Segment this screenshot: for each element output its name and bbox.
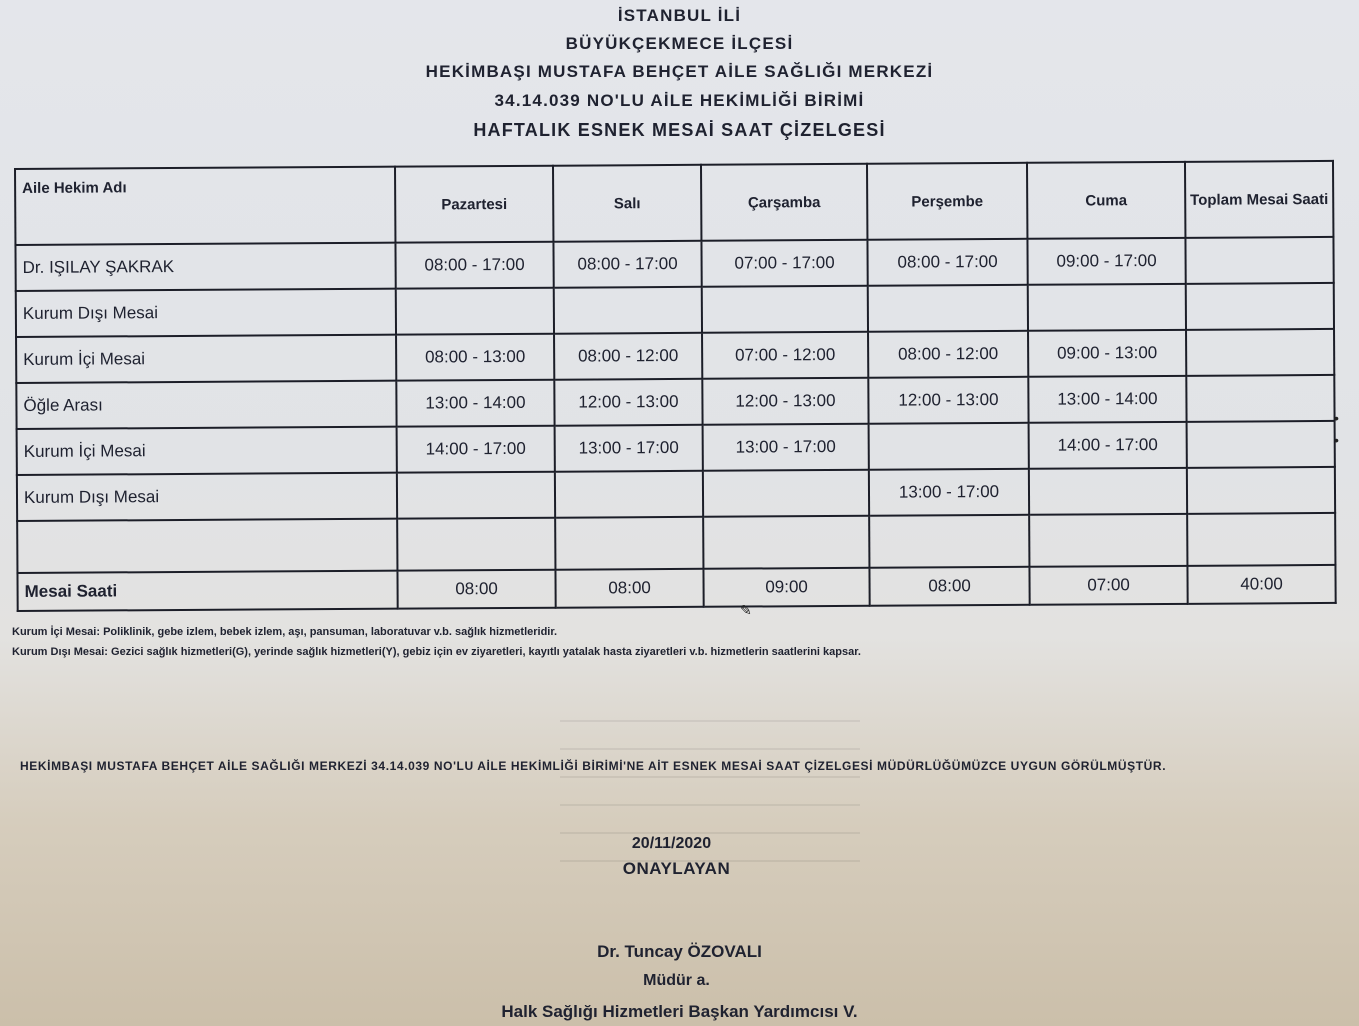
column-header-total-hours: Toplam Mesai Saati	[1185, 161, 1333, 238]
table-cell	[1186, 329, 1334, 376]
approver-label: ONAYLAYAN	[622, 859, 731, 878]
table-cell	[1028, 284, 1186, 331]
column-header-doctor: Aile Hekim Adı	[15, 167, 395, 245]
column-header-friday: Cuma	[1027, 162, 1185, 239]
column-header-tuesday: Salı	[553, 165, 701, 242]
total-cell: 07:00	[1029, 566, 1187, 605]
row-label: Kurum Dışı Mesai	[16, 289, 396, 337]
table-row	[16, 375, 1334, 429]
heading-health-center: HEKİMBAŞI MUSTAFA BEHÇET AİLE SAĞLIĞI MERKEZİ	[425, 62, 934, 81]
row-label: Öğle Arası	[16, 381, 396, 429]
table-row	[16, 283, 1334, 337]
total-row	[17, 565, 1335, 611]
table-cell	[868, 285, 1028, 332]
table-cell	[1029, 468, 1187, 515]
table-cell	[554, 287, 702, 334]
note-external-work: Kurum Dışı Mesai: Gezici sağlık hizmetleri(G), yerinde sağlık hizmetleri(Y), gebiz için ev ziyaretleri, kayıtlı yatalak hasta ziyaretleri v.b. hizmetlerin saatlerini kapsar.	[12, 646, 861, 658]
total-cell: 40:00	[1187, 565, 1335, 604]
table-cell: 13:00 - 17:00	[555, 425, 703, 472]
table-cell: 14:00 - 17:00	[397, 426, 555, 473]
table-row	[17, 513, 1335, 573]
note-internal-work: Kurum İçi Mesai: Poliklinik, gebe izlem, bebek izlem, aşı, pansuman, laboratuvar v.b. sağlık hizmetleridir.	[12, 626, 558, 638]
total-cell: 08:00	[397, 570, 555, 609]
table-cell	[1186, 283, 1334, 330]
table-cell	[703, 470, 869, 517]
table-row	[17, 467, 1335, 521]
table-cell: 08:00 - 17:00	[553, 241, 701, 288]
total-cell: 09:00	[703, 568, 869, 607]
approver-position: Halk Sağlığı Hizmetleri Başkan Yardımcısı V.	[501, 1002, 858, 1021]
table-cell: 12:00 - 13:00	[702, 378, 868, 425]
table-row	[16, 329, 1334, 383]
pen-mark: ✎	[740, 602, 752, 618]
table-row	[15, 237, 1333, 291]
schedule-table	[14, 160, 1337, 612]
row-label: Kurum Dışı Mesai	[17, 473, 397, 521]
table-cell: 08:00 - 12:00	[868, 331, 1028, 378]
table-cell: 08:00 - 12:00	[554, 333, 702, 380]
table-cell	[1029, 514, 1187, 567]
approval-date: 20/11/2020	[631, 835, 712, 852]
table-cell: 12:00 - 13:00	[868, 377, 1028, 424]
table-cell	[555, 517, 703, 570]
table-cell	[397, 518, 555, 571]
table-cell: 08:00 - 17:00	[395, 242, 553, 289]
table-cell: 07:00 - 12:00	[702, 332, 868, 379]
table-cell	[1187, 513, 1335, 566]
row-label: Kurum İçi Mesai	[17, 427, 397, 475]
table-cell	[1187, 467, 1335, 514]
column-header-monday: Pazartesi	[395, 166, 553, 243]
table-cell: 08:00 - 13:00	[396, 334, 554, 381]
approver-title: Müdür a.	[643, 972, 710, 989]
table-cell: 13:00 - 17:00	[703, 424, 869, 471]
column-header-wednesday: Çarşamba	[701, 164, 867, 241]
approver-name: Dr. Tuncay ÖZOVALI	[597, 942, 762, 961]
table-cell: 13:00 - 17:00	[869, 469, 1029, 516]
heading-district: BÜYÜKÇEKMECE İLÇESİ	[565, 34, 794, 53]
row-label	[17, 519, 397, 573]
table-cell: 07:00 - 17:00	[701, 240, 867, 287]
table-cell: 09:00 - 17:00	[1027, 238, 1185, 285]
table-cell	[1186, 375, 1334, 422]
table-cell: 09:00 - 13:00	[1028, 330, 1186, 377]
row-label: Kurum İçi Mesai	[16, 335, 396, 383]
column-header-thursday: Perşembe	[867, 163, 1027, 240]
heading-unit: 34.14.039 NO'LU AİLE HEKİMLİĞİ BİRİMİ	[494, 91, 865, 110]
bleed-through	[560, 720, 860, 920]
total-cell: 08:00	[555, 569, 703, 608]
table-cell	[869, 423, 1029, 470]
stray-mark: •	[1334, 410, 1339, 426]
table-cell	[869, 515, 1029, 568]
heading-schedule-title: HAFTALIK ESNEK MESAİ SAAT ÇİZELGESİ	[473, 120, 886, 140]
table-cell	[396, 288, 554, 335]
table-cell: 08:00 - 17:00	[867, 239, 1027, 286]
row-label: Dr. IŞILAY ŞAKRAK	[15, 243, 395, 291]
table-cell: 13:00 - 14:00	[1028, 376, 1186, 423]
table-cell	[1187, 421, 1335, 468]
table-cell	[702, 286, 868, 333]
table-header-row	[15, 161, 1333, 245]
table-cell	[397, 472, 555, 519]
approval-statement: HEKİMBAŞI MUSTAFA BEHÇET AİLE SAĞLIĞI MERKEZİ 34.14.039 NO'LU AİLE HEKİMLİĞİ BİRİMİ'NE AİT ESNEK MESAİ SAAT ÇİZELGESİ MÜDÜRLÜĞÜMÜZCE UYGUN GÖRÜLMÜŞTÜR.	[20, 759, 1167, 773]
stray-mark: •	[1334, 432, 1339, 448]
table-cell: 13:00 - 14:00	[396, 380, 554, 427]
total-cell: 08:00	[869, 567, 1029, 606]
table-row	[17, 421, 1335, 475]
table-cell: 12:00 - 13:00	[554, 379, 702, 426]
table-cell	[1185, 237, 1333, 284]
table-cell	[555, 471, 703, 518]
total-row-label: Mesai Saati	[17, 571, 397, 611]
table-cell: 14:00 - 17:00	[1029, 422, 1187, 469]
heading-province: İSTANBUL İLİ	[617, 6, 742, 25]
table-cell	[703, 516, 869, 569]
